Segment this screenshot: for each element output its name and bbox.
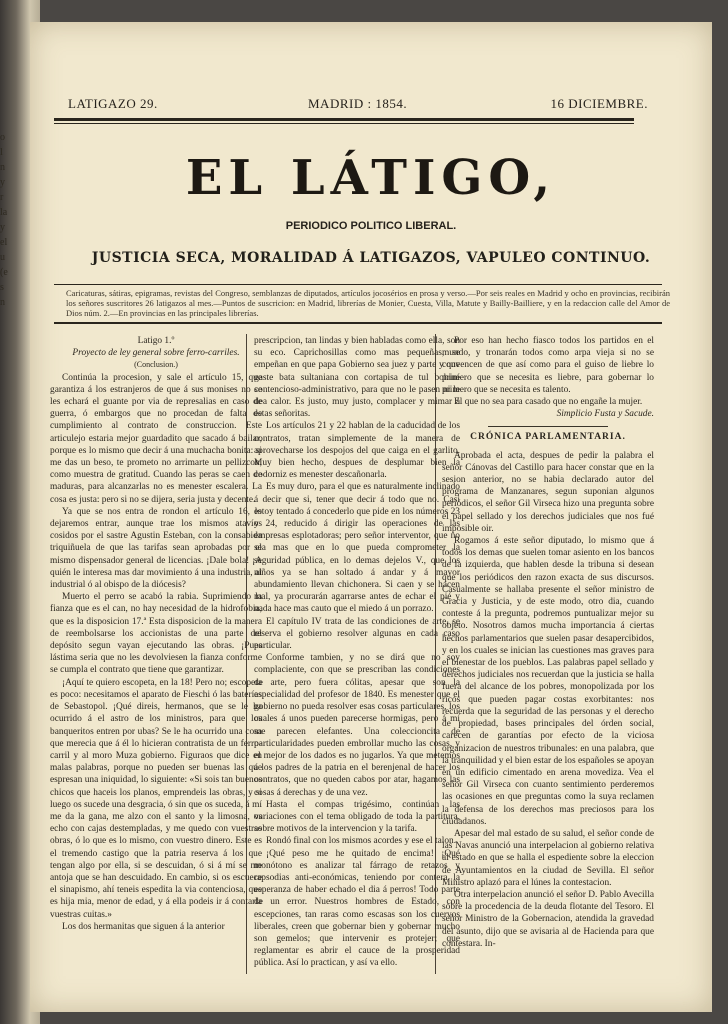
paragraph: Los dos hermanitas que siguen á la anterior	[62, 921, 225, 932]
paragraph: Los artículos 21 y 22 hablan de la caducidad de los contratos, tratan simplemente de la manera de aprovecharse los despojos del que caiga en el garlito. Muy bien hecho, despues de desplumar bien la codorniz es menester descañonarla.	[254, 421, 460, 481]
paragraph: ¡Qué peso me he quitado de encima! ¡Qué monótono es analizar tal fárrago de retazos y rapsodias anti-económicas, teniendo por contera la esperanza de haber echado el dia á perros! Todo parte de un error. Nuestros hombres de Estado, con escepciones, tan raras como escasas son los cuervos liberales, creen que gobernar bien y gobernar mucho son gemelos; que intervenir es protejer; que reglamentar es abrir el cauce de la prosperidad pública. Así lo practican, y así va ello.	[254, 848, 460, 969]
paragraph: prescripcion, tan lindas y bien habladas como ella, son su eco. Caprichosillas como mas pequeñas, se empeñan en que papa Gobierno sea juez y parte y que gaste bata sultaniana con cortapisa de tul bobiné contencioso-administrativo, para que no le pasen ni le dea calor. Es justo, muy justo, complacer y mimar á estas señoritas.	[254, 336, 460, 420]
newspaper-subtitle: PERIODICO POLITICO LIBERAL.	[285, 220, 457, 232]
paragraph: ¡Aquí te quiero escopeta, en la 18! Pero no; escopeta es poco: necesitamos el aparato de Fieschi ó las baterías de Sebastopol. ¡Qué direis, hermanos, que se le ha ocurrido á el astro de los ministros, para que los banqueritos entren por ubas? Se le ha ocurrido una cosa que merecia que á él lo hicieran contratista de un ferro-carril y al moro Muza gobierno. Figuraos que dice en malas palabras, porque no pueden ser buenas las que espresan una iniquidad, lo siguiente: «Si sois tan buenos chicos que haceis los planos, emprendeis las obras, y si luego os sucede una desgracia, ó sin que os suceda, á mí me da la gana, me alzo con el santo y la limosna, os echo con cajas destempladas, y me quedo con vuestras obras, ó lo que es lo mismo, con vuestro dinero. Este es el tremendo castigo que la patria reserva á los que tengan algo por ella, si se descuidan, ó si á mí se me antoja que se han descuidado. En cambio, si os escuece el sinapismo, ahí teneis espedita la via contenciosa, que es hija mia, menor de edad, y á ella podeis ir á contarla vuestras cuitas.»	[50, 677, 262, 920]
section-title: CRÓNICA PARLAMENTARIA.	[470, 432, 626, 443]
section-separator	[488, 426, 608, 427]
paragraph: Continúa la procesion, y sale el artículo 15, que garantiza á los estranjeros de que á sus monises no se les echará el guante por via de represalias en caso de guerra, ó embargos que no procedan de falta de cumplimiento al contrato de construccion. Este articulejo estaria mejor guardadito que sacado á bailar, porque es lo mismo que decir á una muchacha bonita: si me das un beso, te prometo no arrimarte un pellizcon, como muestra de gratitud. Cuando las peras se caen de maduras, para alcanzarlas no es menester escalera. La cosa es justa: pero si no se dijera, seria justa y decente.	[50, 372, 262, 505]
paragraph: Rondó final con los mismos acordes y ese el talon.	[266, 836, 457, 847]
article-signature: Simplicio Fusta y Sacude.	[556, 409, 654, 420]
notice-rule-bottom	[54, 322, 662, 324]
paragraph: Conforme tambien, y no se dirá que no soy complaciente, con que se prescriban las condiciones de arte, pero fuera cólitas, apesar que son la especialidad del profesor de 1840. Es menester que el gobierno no pueda resolver esas cosas particulares, los cuales á unos pueden parecerse hormigas, pero á mí me parecen elefantes. Una coleccioncita de particularidades pueden embrollar mucho las cosas, y el mejor de los dados es no jugarlos. Ya que metemos á los padres de la patria en el berenjenal de hacer los contratos, que no queden cabos por atar, hagamos las cosas á derechas y de una vez.	[254, 653, 460, 798]
newspaper-title: EL LÁTIGO,	[185, 150, 557, 206]
paragraph: Rogamos á este señor diputado, lo mismo que á todos los demas que suelen tomar asiento en los bancos de la izquierda, que hablen desde la tribuna si desean que los periódicos den razon exacta de sus discursos. Casualmente se hallaba presente el señor ministro de Gracia y Justicia, y de este modo, otro dia, cuando conteste á la pregunta, podremos puntualizar mejor su objeto. Nosotros damos mucha importancia á ciertas hechos parlamentarios que suelen pasar desapercibidos, y en los cuales se inician las cuestiones mas graves para el bienestar de los pueblos. Las palabras papel sellado y derechos judiciales nos recuerdan que la justicia se halla fuera del alcance de los pobres, monopolizada por los ricos que pueden pagar costas exorbitantes: nos recuerda que la seguridad de las personas y el derecho de propiedad, bases principales del órden social, carecen de garantías por efecto de la viciosa organizacion de nuestros tribunales: en una palabra, que la tranquilidad y el bien estar de los españoles se apoyan en un edificio cimentado en arena movediza. Vea el señor Gil Virseca con cuanto sentimiento perderemos las ocasiones en que preguntas como la suya reclamen la defensa de los derechos mas preciosos para los ciudadanos.	[442, 536, 654, 827]
paragraph: Es muy duro, para el que es naturalmente inclinado á decir que si, tener que decir á todo que no. Casi estoy tentado á concederlo que pide en los números 23 y 24, reducido á dirigir las operaciones de las empresas esplotadoras; pero señor interventor, que no sea mas que en lo que pueda comprometer la seguridad pública, en lo demas dejelos V., que los niños ya se han soltado á andar y á mayor abundamiento llevan chichonera. Si caen y se hacen mal, ya procurarán agarrarse antes de echar el pié y nada hace mas cauto que el miedo á un porrazo.	[254, 482, 460, 615]
column-3	[442, 335, 654, 975]
issue-number: LATIGAZO 29.	[68, 96, 158, 111]
notice-rule-top	[54, 284, 662, 285]
paragraph: Hasta el compas trigésimo, continúan las variaciones con el tema obligado de toda la partitura, sobre motivos de la intervencion y la tarifa.	[254, 799, 460, 835]
article-section-label: Latigo 1.º	[137, 336, 175, 346]
masthead-rule-bottom	[54, 123, 634, 124]
newspaper-motto: JUSTICIA SECA, MORALIDAD Á LATIGAZOS, VAPULEO CONTINUO.	[91, 250, 651, 266]
paragraph: El que no sea para casado que no engañe la mujer.	[454, 397, 643, 408]
place-year: MADRID : 1854.	[308, 96, 408, 111]
article-continuation: (Conclusion.)	[134, 360, 178, 370]
article-title: Proyecto de ley general sobre ferro-carriles.	[72, 348, 240, 359]
issue-date: 16 DICIEMBRE.	[550, 96, 648, 111]
masthead-rule-top	[54, 118, 634, 121]
paragraph: Ya que se nos entra de rondon el artículo 16, lo dejaremos entrar, aunque trae los mismos atavíos cosidos por el sastre Agustin Esteban, con la consabida triquiñuela de que las tarifas sean aprobadas por el mismo dispensador general de licencias. ¡Dale bola! ¡A quién le interesa mas dar movimiento á una industria, al industrial ó al obispo de la diócesis?	[50, 506, 262, 591]
newspaper-page	[30, 22, 712, 1012]
paragraph: Muerto el perro se acabó la rabia. Suprimiendo la fianza que es el can, no hay necesidad de la hidrofobia, que es la disposicion 17.ª Esta disposicion de la manera de reembolsarse los accionistas de una parte del depósito segun vayan ejecutando las obras. ¡Pues lástima seria que no les devolviesen la fianza conforme se cumpla el contrato que tiene que garantizar.	[50, 592, 262, 676]
paragraph: Por eso han hecho fiasco todos los partidos en el mundo, y tronarán todos como arpa vieja si no se convencen de que así como para el guiso de liebre lo primero que se necesita es liebre, para gobernar lo primero que se necesita es talento.	[442, 336, 654, 395]
column-2	[254, 335, 460, 975]
paragraph: Otra interpelacion anunció el señor D. Pablo Avecilla sobre la procedencia de la deuda flotante del Tesoro. El señor Ministro de la Gobernacion, atendida la gravedad del asunto, dijo que se avisaria al de Hacienda para que contestara. In-	[442, 889, 654, 949]
subscription-notice: Caricaturas, sátiras, epigramas, revistas del Congreso, semblanzas de diputados, artículos jocosérios en prosa y verso.—Por seis reales en Madrid y ocho en provincias, recibirán los señores suscritores 26 latigazos al mes.—Puntos de suscricion: en Madrid, librerías de Monier, Cuesta, Villa, Matute y Bailly-Bailliere, y en la redaccion calle del Amor de Dios núm. 2.—En provincias en las principales librerías.	[66, 288, 670, 318]
paragraph: El capítulo IV trata de las condiciones de arte, se reserva el gobierno resolver algunas en cada caso particular.	[254, 616, 460, 652]
previous-page-edge-text: o l n y r la y el u (e s n	[0, 132, 8, 308]
column-1	[50, 335, 262, 975]
paragraph: Aprobada el acta, despues de pedir la palabra el señor Cánovas del Castillo para hacer constar que en la sesion anterior, no se habia declarado autor del programa de Manzanares, segun suponian algunos periódicos, el señor Gil Virseca hizo una pregunta sobre el papel sellado y los derechos judiciales que nos fué imposible oir.	[442, 450, 654, 534]
paragraph: Apesar del mal estado de su salud, el señor conde de las Navas anunció una interpelacion al gobierno relativa al estado en que se halla el espediente sobre la eleccion de Ayuntamientos en la ciudad de Sevilla. El señor Ministro aplazó para el lúnes la contestacion.	[442, 828, 654, 888]
masthead-row	[68, 96, 648, 114]
